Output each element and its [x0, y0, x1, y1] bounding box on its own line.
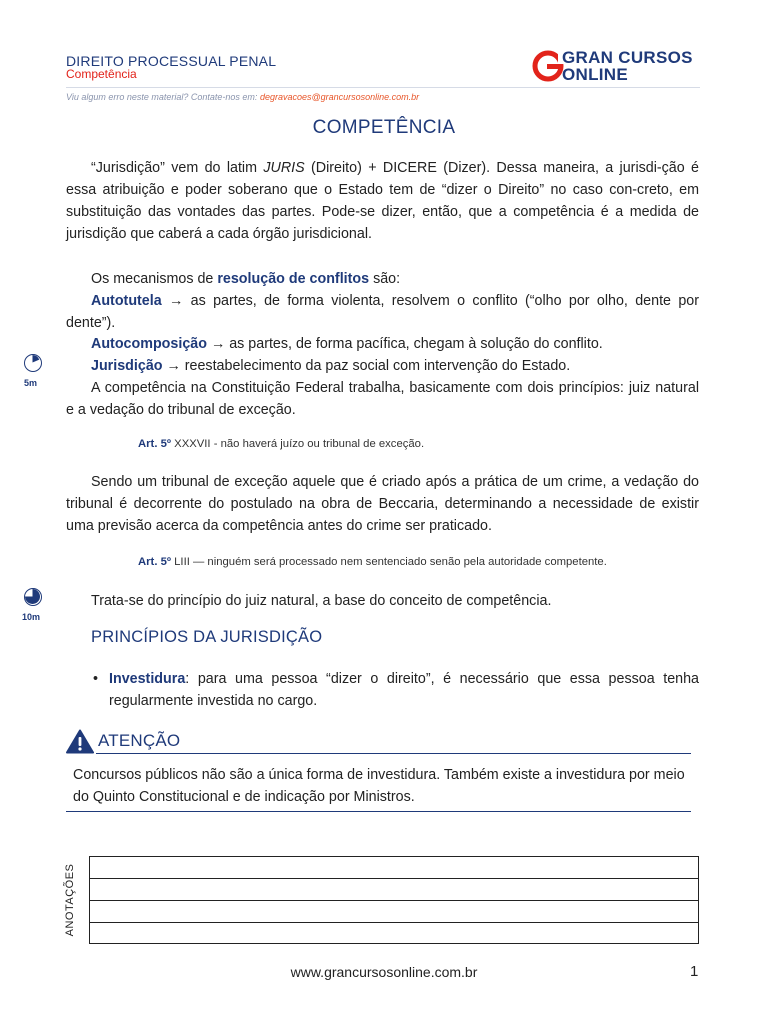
tribunal-paragraph: Sendo um tribunal de exceção aquele que é criado após a prática de um crime, a vedação do tribunal é decorrente do postulado na obra de Beccaria, determinando a necessidade de existir uma previsão acerca da competência antes do crime ser praticado. — [66, 474, 699, 534]
attention-text: Concursos públicos não são a única forma de investidura. Também existe a investidura por meio do Quinto Constitucional e de indicação por Ministros. — [73, 767, 685, 805]
timer-icon — [24, 354, 42, 372]
header-divider — [66, 87, 700, 88]
contact-email-link[interactable]: degravacoes@grancursosonline.com.br — [259, 92, 420, 102]
course-title: DIREITO PROCESSUAL PENAL — [66, 53, 277, 69]
law-article: Art. 5º — [138, 438, 172, 450]
notes-label: ANOTAÇÕES — [64, 863, 76, 937]
page-title: COMPETÊNCIA — [312, 117, 456, 138]
mechanism-text: → reestabelecimento da paz social com intervenção do Estado. — [162, 358, 571, 374]
notes-line — [90, 922, 698, 923]
law-text: XXXVII - não haverá juízo ou tribunal de exceção. — [171, 438, 425, 450]
mechanism-jurisdicao — [66, 355, 699, 377]
bullet-text: : para uma pessoa “dizer o direito”, é necessário que essa pessoa tenha regularmente investida no cargo. — [109, 671, 699, 709]
juiz-natural-paragraph: Trata-se do princípio do juiz natural, a base do conceito de competência. — [91, 593, 552, 609]
mechanism-term: Autocomposição — [91, 336, 207, 352]
mechanism-text: → as partes, de forma pacífica, chegam à solução do conflito. — [206, 336, 603, 352]
timer-label: 5m — [24, 378, 38, 388]
mechanism-text: → as partes, de forma violenta, resolvem o conflito (“olho por olho, dente por dente”). — [66, 293, 699, 331]
course-subtitle: Competência — [66, 67, 137, 81]
intro-juris: JURIS — [263, 160, 305, 176]
gran-cursos-logo — [532, 48, 704, 86]
mechanisms-lead-bold: resolução de conflitos — [217, 271, 370, 287]
attention-bottom-rule — [66, 811, 691, 812]
mechanism-autocomposicao — [66, 333, 699, 355]
section-heading: PRINCÍPIOS DA JURISDIÇÃO — [91, 628, 323, 646]
logo-text-top: GRAN CURSOS — [562, 48, 693, 67]
timer-fill-icon — [25, 355, 40, 370]
contact-line — [66, 92, 419, 102]
mechanisms-lead-text: Os mecanismos de — [91, 271, 218, 287]
law-citation-1 — [138, 438, 424, 450]
bullet-marker: • — [93, 671, 99, 687]
law-citation-2 — [138, 556, 607, 568]
timer-fill-icon — [25, 589, 40, 604]
attention-title: ATENÇÃO — [98, 731, 181, 750]
contact-text: Viu algum erro neste material? Contate-nos em: — [66, 92, 260, 102]
law-article: Art. 5º — [138, 556, 172, 568]
footer-url[interactable]: www.grancursosonline.com.br — [290, 964, 478, 980]
bullet-investidura — [93, 668, 699, 712]
law-text: LIII — ninguém será processado nem sentenciado senão pela autoridade competente. — [171, 556, 607, 568]
bullet-term: Investidura — [109, 671, 186, 687]
mechanism-term: Autotutela — [91, 293, 162, 309]
page-number: 1 — [690, 963, 699, 980]
mechanisms-lead — [66, 268, 699, 290]
mechanism-autotutela — [66, 290, 699, 334]
intro-text-1: “Jurisdição” vem do latim — [91, 160, 264, 176]
notes-line — [90, 878, 698, 879]
timer-icon — [24, 588, 42, 606]
timer-label: 10m — [22, 612, 41, 622]
competence-paragraph: A competência na Constituição Federal trabalha, basicamente com dois princípios: juiz natural e a vedação do tribunal de exceção. — [66, 380, 699, 418]
attention-top-rule — [96, 753, 691, 754]
notes-line — [90, 900, 698, 901]
intro-paragraph — [66, 157, 699, 245]
warning-icon — [66, 729, 94, 754]
mechanisms-lead-end: são: — [369, 271, 401, 287]
logo-text-bottom: ONLINE — [562, 65, 629, 84]
intro-text-2: (Direito) + DICERE (Dizer). Dessa maneira, a jurisdi-ção é essa atribuição e poder soberano que o Estado tem de “dizer o Direito” no caso con-creto, em substituição das vontades das partes. Pode-se dizer, então, que a competência é a medida de jurisdição que caberá a cada órgão jurisdicional. — [66, 160, 700, 242]
logo-g-icon — [532, 50, 564, 82]
mechanism-term: Jurisdição — [91, 358, 163, 374]
notes-box[interactable] — [89, 856, 699, 944]
